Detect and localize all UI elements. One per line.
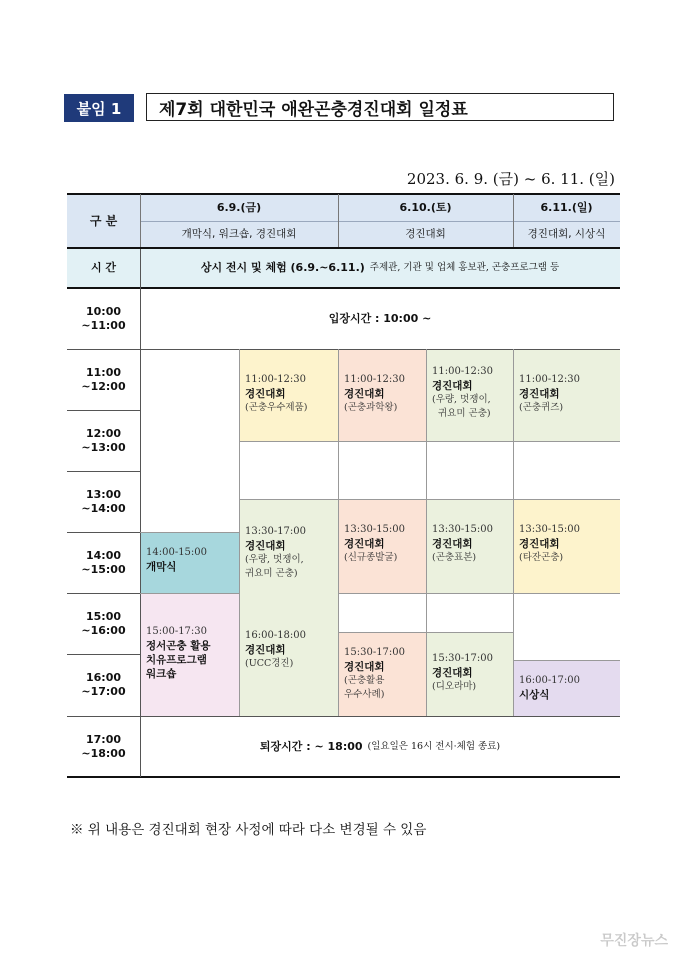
day1-date: 6.9.(금) (140, 194, 338, 221)
table-divider (338, 194, 339, 247)
time-slot-11: 11:00 ~12:00 (81, 365, 126, 393)
exit-time-title: 퇴장시간 : ~ 18:00 (259, 739, 363, 753)
time-slot-14: 14:00 ~15:00 (81, 548, 126, 576)
table-divider (67, 287, 620, 289)
cell-border (140, 532, 239, 533)
cell-border (140, 593, 239, 594)
time-slot-10: 10:00 ~11:00 (81, 305, 126, 332)
cell-border (426, 349, 427, 716)
row-divider (67, 349, 620, 350)
row-divider (67, 532, 140, 533)
day3-subtitle: 경진대회, 시상식 (513, 221, 620, 247)
event-cell: 15:30-17:00 경진대회 (곤충활용 우수사례) (338, 632, 426, 716)
cell-border (338, 349, 339, 716)
table-border-bottom (67, 776, 620, 778)
day1-subtitle: 개막식, 워크숍, 경진대회 (140, 221, 338, 247)
event-cell: 13:30-15:00 경진대회 (신규종발굴) (338, 499, 426, 593)
time-slot-12: 12:00 ~13:00 (81, 426, 126, 454)
row-divider (67, 593, 140, 594)
table-divider (140, 194, 141, 247)
cell-border (239, 441, 620, 442)
page-title: 제7회 대한민국 애완곤충경진대회 일정표 (146, 93, 614, 121)
event-cell: 13:30-15:00 경진대회 (곤충표본) (426, 499, 513, 593)
row-divider (67, 716, 620, 717)
event-cell: 13:30-17:00 경진대회 (우량, 멋쟁이, 귀요미 곤충) 16:00-18:00 경진대회 (UCC경진) (239, 499, 338, 716)
time-slot-13: 13:00 ~14:00 (81, 487, 126, 515)
permanent-exhibit-title: 상시 전시 및 체험 (6.9.~6.11.) (200, 261, 365, 274)
table-border-top (67, 193, 620, 195)
table-divider (513, 194, 514, 247)
day2-subtitle: 경진대회 (338, 221, 513, 247)
table-divider (67, 247, 620, 249)
entry-time-cell: 입장시간 : 10:00 ~ (328, 312, 432, 325)
watermark: 무진장뉴스 (600, 933, 668, 949)
time-slot-17: 17:00 ~18:00 (81, 732, 126, 760)
date-range: 2023. 6. 9. (금) ~ 6. 11. (일) (406, 170, 615, 188)
event-cell: 15:30-17:00 경진대회 (디오라마) (426, 632, 513, 716)
row-divider (67, 654, 140, 655)
table-divider (140, 221, 620, 222)
time-slot-16: 16:00 ~17:00 (81, 671, 126, 698)
cell-border (338, 593, 620, 594)
event-cell: 14:00-15:00 개막식 (140, 532, 239, 593)
table-divider (140, 249, 141, 777)
day2-date: 6.10.(토) (338, 194, 513, 221)
cell-border (239, 499, 620, 500)
row-divider (67, 471, 140, 472)
event-cell: 15:00-17:30 정서곤충 활용 치유프로그램 워크숍 (140, 593, 239, 716)
day3-date: 6.11.(일) (513, 194, 620, 221)
header-label-cell: 구 분 (67, 194, 140, 247)
exit-time-note: (일요일은 16시 전시·체험 종료) (367, 740, 501, 752)
event-cell: 11:00-12:30 경진대회 (곤충과학왕) (338, 349, 426, 441)
event-cell: 16:00-17:00 시상식 (513, 660, 620, 716)
time-slot-15: 15:00 ~16:00 (81, 609, 126, 637)
event-cell: 11:00-12:30 경진대회 (곤충우수제품) (239, 349, 338, 441)
cell-border (513, 660, 620, 661)
cell-border (239, 349, 240, 716)
footnote: ※ 위 내용은 경진대회 현장 사정에 따라 다소 변경될 수 있음 (70, 822, 427, 838)
permanent-exhibit-detail: 주제관, 기관 및 업체 홍보관, 곤충프로그램 등 (369, 262, 560, 273)
event-cell: 11:00-12:30 경진대회 (우량, 멋쟁이, 귀요미 곤충) (426, 349, 513, 441)
row-divider (67, 410, 140, 411)
event-cell: 13:30-15:00 경진대회 (타잔곤충) (513, 499, 620, 593)
event-cell: 11:00-12:30 경진대회 (곤충퀴즈) (513, 349, 620, 441)
time-label-cell: 시 간 (67, 249, 140, 287)
cell-border (338, 632, 513, 633)
permanent-exhibit-cell (140, 249, 620, 287)
exit-time-cell (140, 716, 620, 777)
attachment-badge: 붙임 1 (64, 94, 134, 122)
